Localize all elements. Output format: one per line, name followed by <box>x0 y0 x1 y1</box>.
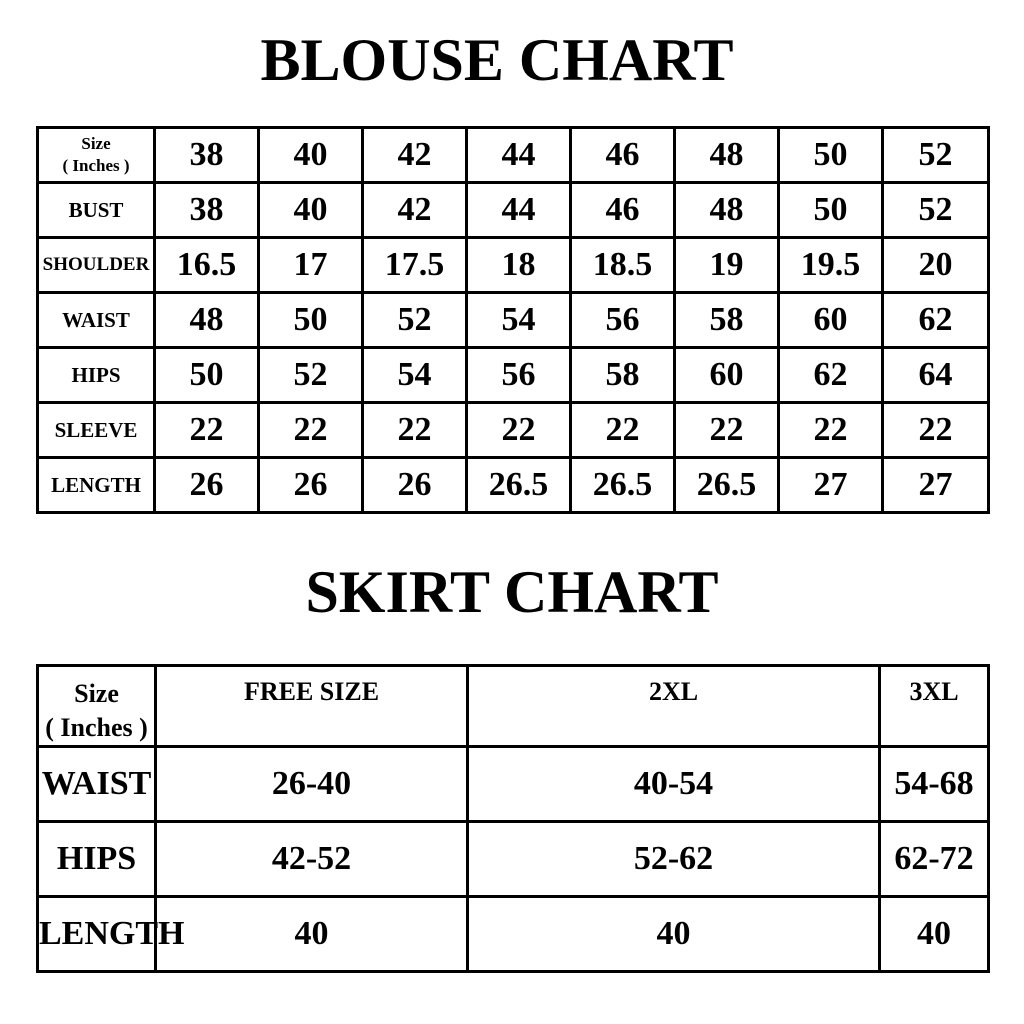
skirt-size-cell: 2XL <box>468 666 880 747</box>
blouse-row-waist <box>38 293 989 348</box>
table-cell: 58 <box>675 293 779 348</box>
table-cell: 54 <box>467 293 571 348</box>
blouse-row-length <box>38 458 989 513</box>
blouse-row-hips <box>38 348 989 403</box>
table-cell: 22 <box>883 403 989 458</box>
table-cell: 38 <box>155 183 259 238</box>
table-cell: 18.5 <box>571 238 675 293</box>
row-label-hips: HIPS <box>38 821 156 896</box>
table-cell: 52-62 <box>468 821 880 896</box>
table-cell: 54 <box>363 348 467 403</box>
table-cell: 22 <box>571 403 675 458</box>
blouse-size-row <box>38 128 989 183</box>
blouse-size-cell: 40 <box>259 128 363 183</box>
table-cell: 40 <box>468 896 880 971</box>
blouse-row-shoulder <box>38 238 989 293</box>
table-cell: 62-72 <box>880 821 989 896</box>
table-cell: 50 <box>259 293 363 348</box>
table-cell: 50 <box>779 183 883 238</box>
row-label-length: LENGTH <box>38 896 156 971</box>
table-cell: 26.5 <box>467 458 571 513</box>
table-cell: 50 <box>155 348 259 403</box>
table-cell: 26 <box>363 458 467 513</box>
table-cell: 42 <box>363 183 467 238</box>
table-cell: 18 <box>467 238 571 293</box>
table-cell: 40 <box>156 896 468 971</box>
table-cell: 17.5 <box>363 238 467 293</box>
blouse-size-cell: 46 <box>571 128 675 183</box>
row-label-waist: WAIST <box>38 293 155 348</box>
table-cell: 16.5 <box>155 238 259 293</box>
blouse-size-cell: 48 <box>675 128 779 183</box>
table-cell: 52 <box>259 348 363 403</box>
blouse-chart-title: BLOUSE CHART <box>260 27 734 93</box>
table-cell: 42-52 <box>156 821 468 896</box>
table-cell: 26.5 <box>571 458 675 513</box>
row-label-waist: WAIST <box>38 746 156 821</box>
table-cell: 19.5 <box>779 238 883 293</box>
table-cell: 17 <box>259 238 363 293</box>
table-cell: 19 <box>675 238 779 293</box>
table-cell: 56 <box>571 293 675 348</box>
size-label: Size <box>81 133 111 153</box>
table-cell: 40-54 <box>468 746 880 821</box>
blouse-size-cell: 38 <box>155 128 259 183</box>
row-label-hips: HIPS <box>38 348 155 403</box>
table-cell: 60 <box>779 293 883 348</box>
row-label-sleeve: SLEEVE <box>38 403 155 458</box>
table-cell: 60 <box>675 348 779 403</box>
blouse-size-cell: 52 <box>883 128 989 183</box>
table-cell: 22 <box>363 403 467 458</box>
skirt-size-cell: 3XL <box>880 666 989 747</box>
table-cell: 27 <box>883 458 989 513</box>
table-cell: 58 <box>571 348 675 403</box>
table-cell: 48 <box>675 183 779 238</box>
skirt-size-row <box>38 666 989 747</box>
skirt-size-table <box>36 664 990 973</box>
table-cell: 26 <box>155 458 259 513</box>
table-cell: 44 <box>467 183 571 238</box>
table-cell: 20 <box>883 238 989 293</box>
blouse-row-bust <box>38 183 989 238</box>
row-label-bust: BUST <box>38 183 155 238</box>
size-label: Size <box>74 679 119 708</box>
skirt-row-hips <box>38 821 989 896</box>
skirt-row-waist <box>38 746 989 821</box>
table-cell: 22 <box>467 403 571 458</box>
table-cell: 40 <box>880 896 989 971</box>
table-cell: 22 <box>259 403 363 458</box>
unit-label: ( Inches ) <box>45 712 148 742</box>
table-cell: 52 <box>883 183 989 238</box>
table-cell: 22 <box>779 403 883 458</box>
blouse-size-cell: 50 <box>779 128 883 183</box>
skirt-row-length <box>38 896 989 971</box>
table-cell: 62 <box>883 293 989 348</box>
blouse-row-sleeve <box>38 403 989 458</box>
table-cell: 26 <box>259 458 363 513</box>
table-cell: 22 <box>155 403 259 458</box>
blouse-size-cell: 42 <box>363 128 467 183</box>
table-cell: 64 <box>883 348 989 403</box>
table-cell: 48 <box>155 293 259 348</box>
blouse-size-header <box>38 128 155 183</box>
row-label-length: LENGTH <box>38 458 155 513</box>
table-cell: 62 <box>779 348 883 403</box>
skirt-chart-title: SKIRT CHART <box>305 559 719 625</box>
skirt-size-header <box>38 666 156 747</box>
table-cell: 56 <box>467 348 571 403</box>
table-cell: 46 <box>571 183 675 238</box>
table-cell: 52 <box>363 293 467 348</box>
table-cell: 22 <box>675 403 779 458</box>
table-cell: 26-40 <box>156 746 468 821</box>
blouse-size-cell: 44 <box>467 128 571 183</box>
table-cell: 27 <box>779 458 883 513</box>
row-label-shoulder: SHOULDER <box>38 238 155 293</box>
table-cell: 26.5 <box>675 458 779 513</box>
table-cell: 40 <box>259 183 363 238</box>
table-cell: 54-68 <box>880 746 989 821</box>
unit-label: ( Inches ) <box>62 156 130 175</box>
skirt-size-cell: FREE SIZE <box>156 666 468 747</box>
blouse-size-table <box>36 126 990 514</box>
